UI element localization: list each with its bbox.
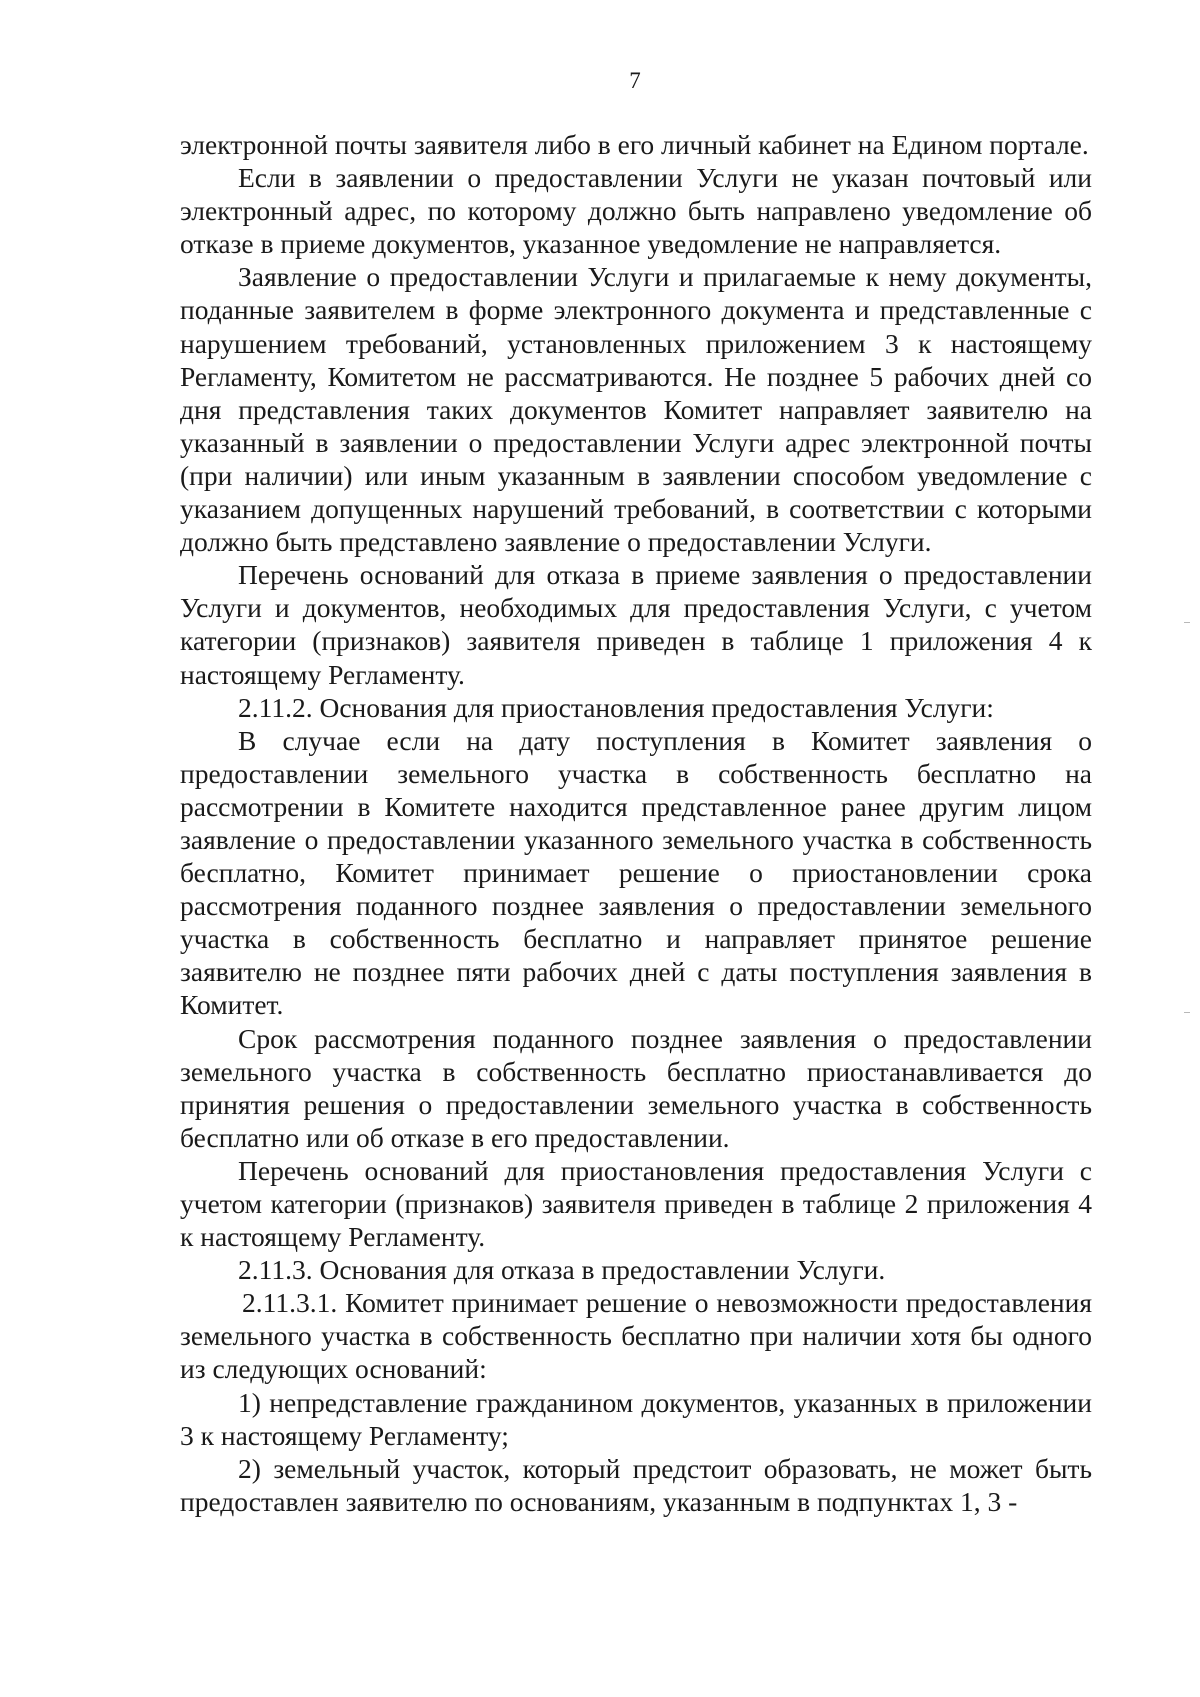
paragraph-continuation: электронной почты заявителя либо в его личный кабинет на Едином портале. (180, 129, 1089, 160)
paragraph-suspension-case: В случае если на дату поступления в Комитет заявления о предоставлении земельного участка в собственность бесплатно на рассмотрении в Комитете находится представленное ранее другим лицом заявление о предоставлении указанного земельного участка в собственность бесплатно, Комитет принимает решение о приостановлении срока рассмотрения поданного позднее заявления о предоставлении земельного участка в собственность бесплатно и направляет принятое решение заявителю не позднее пяти рабочих дней с даты поступления заявления в Комитет. (180, 724, 1092, 1021)
list-item-1: 1) непредставление гражданином документов, указанных в приложении 3 к настоящему Регламенту; (180, 1386, 1092, 1451)
paragraph-electronic-application: Заявление о предоставлении Услуги и прилагаемые к нему документы, поданные заявителем в форме электронного документа и представленные с нарушением требований, установленных приложением 3 к настоящему Регламенту, Комитетом не рассматриваются. Не позднее 5 рабочих дней со дня представления таких документов Комитет направляет заявителю на указанный в заявлении о предоставлении Услуги адрес электронной почты (при наличии) или иным указанным в заявлении способом уведомление с указанием допущенных нарушений требований, в соответствии с которыми должно быть представлено заявление о предоставлении Услуги. (180, 261, 1092, 558)
paragraph-refusal-grounds-list: Перечень оснований для отказа в приеме заявления о предоставлении Услуги и документов, необходимых для предоставления Услуги, с учетом категории (признаков) заявителя приведен в таблице 1 приложения 4 к настоящему Регламенту. (180, 559, 1092, 690)
paragraph-no-address: Если в заявлении о предоставлении Услуги не указан почтовый или электронный адрес, по которому должно быть направлено уведомление об отказе в приеме документов, указанное уведомление не направляется. (180, 162, 1092, 260)
document-body (180, 128, 1092, 1518)
page-number: 7 (629, 68, 641, 93)
scan-edge-mark (1184, 622, 1190, 623)
list-item-2: 2) земельный участок, который предстоит образовать, не может быть предоставлен заявителю по основаниям, указанным в подпунктах 1, 3 - (180, 1452, 1092, 1517)
paragraph-suspension-term: Срок рассмотрения поданного позднее заявления о предоставлении земельного участка в собственность бесплатно приостанавливается до принятия решения о предоставлении земельного участка в собственность бесплатно или об отказе в его предоставлении. (180, 1022, 1092, 1153)
section-2-11-3-heading: 2.11.3. Основания для отказа в предоставлении Услуги. (238, 1254, 886, 1286)
section-2-11-3-1: 2.11.3.1. Комитет принимает решение о невозможности предоставления земельного участка в собственность бесплатно при наличии хотя бы одного из следующих оснований: (180, 1287, 1092, 1385)
section-2-11-2-heading: 2.11.2. Основания для приостановления предоставления Услуги: (238, 691, 994, 723)
paragraph-suspension-grounds-list: Перечень оснований для приостановления предоставления Услуги с учетом категории (признаков) заявителя приведен в таблице 2 приложения 4 к настоящему Регламенту. (180, 1154, 1092, 1253)
scan-edge-mark (1184, 1012, 1190, 1013)
